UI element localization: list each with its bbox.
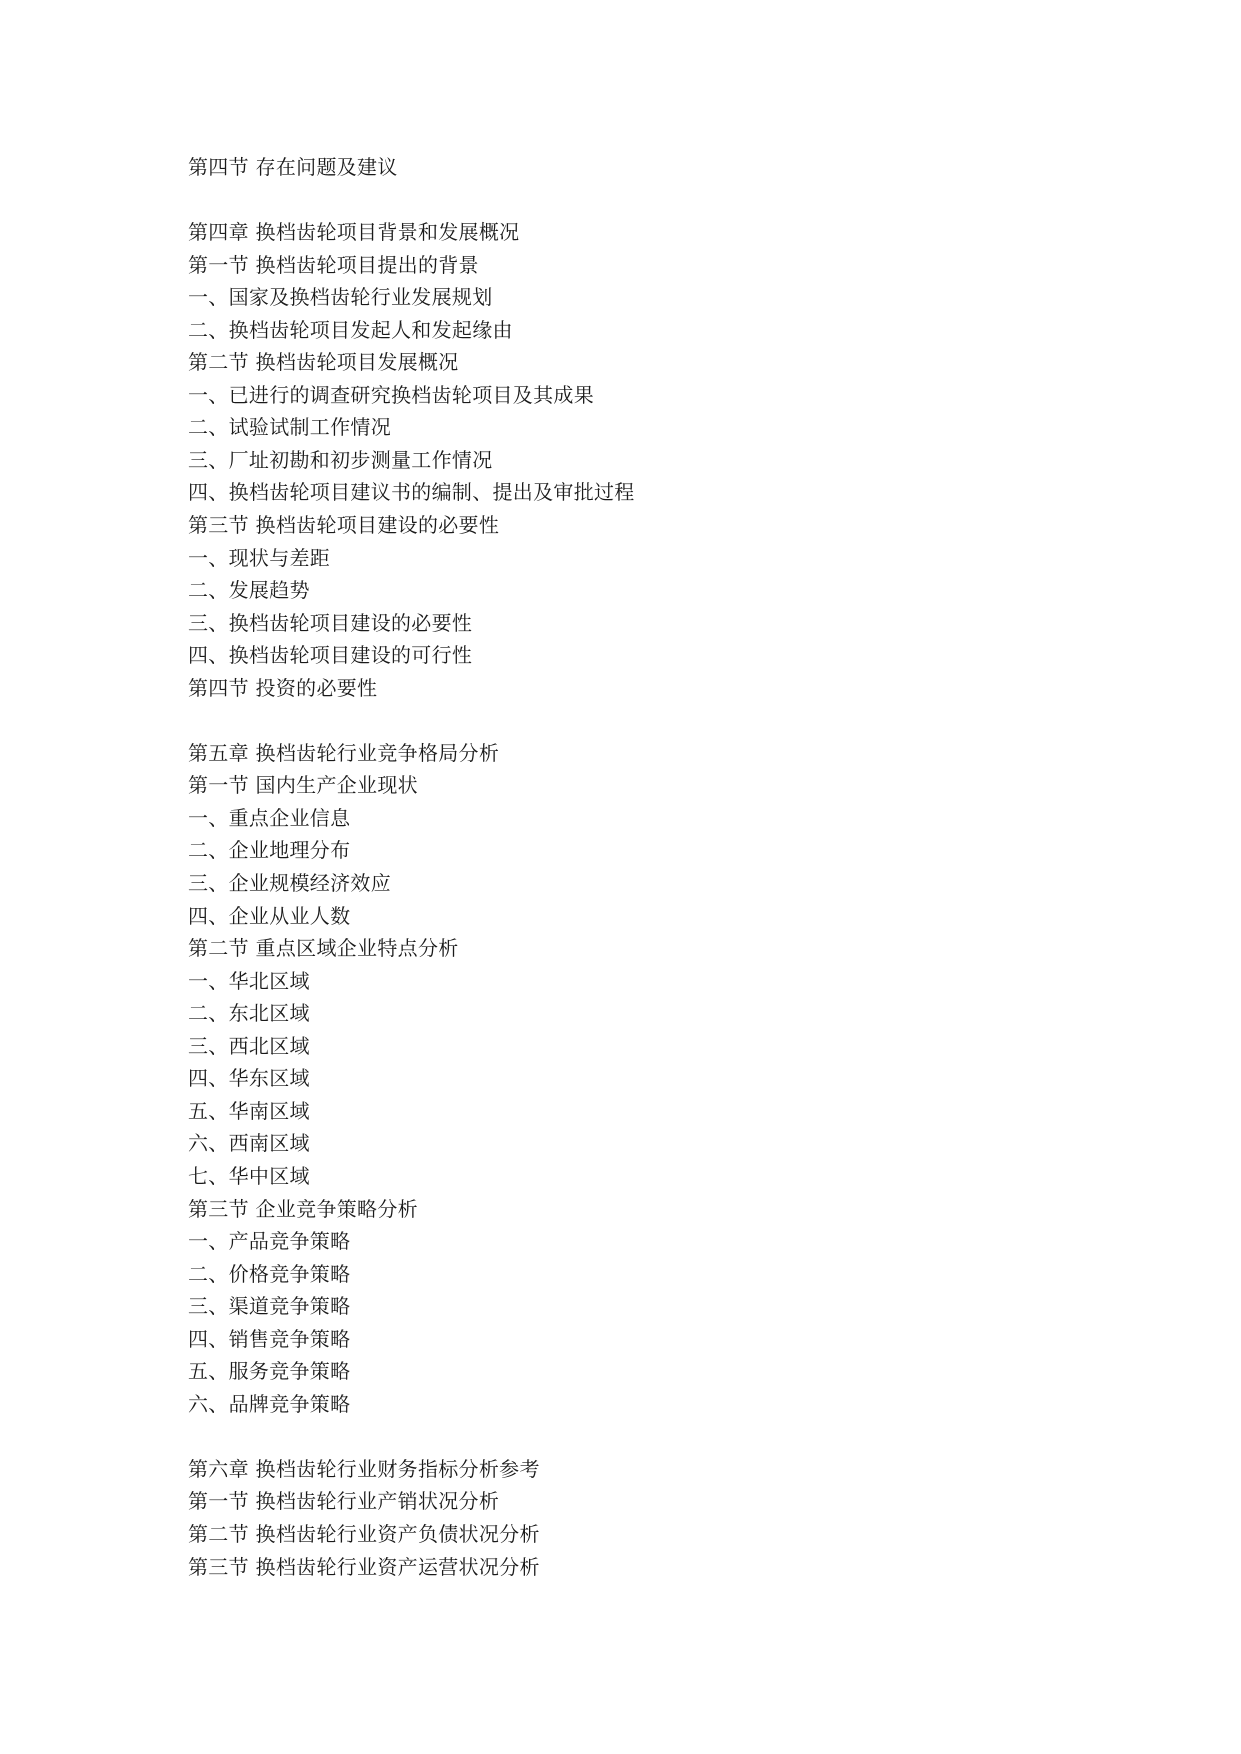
toc-line: 三、西北区域 — [188, 1033, 310, 1058]
section-heading: 第二节 重点区域企业特点分析 — [188, 936, 459, 961]
section-heading: 第四节 投资的必要性 — [188, 675, 378, 700]
toc-line: 七、华中区域 — [188, 1163, 310, 1188]
section-heading: 第三节 换档齿轮行业资产运营状况分析 — [188, 1554, 540, 1579]
toc-line: 四、换档齿轮项目建设的可行性 — [188, 643, 473, 668]
toc-line: 二、换档齿轮项目发起人和发起缘由 — [188, 317, 513, 342]
toc-line: 二、发展趋势 — [188, 578, 310, 603]
table-of-contents — [188, 151, 1148, 1583]
chapter-heading: 第五章 换档齿轮行业竞争格局分析 — [188, 740, 500, 765]
toc-line: 一、重点企业信息 — [188, 805, 351, 830]
toc-spacer — [188, 704, 1148, 737]
section-heading: 第一节 国内生产企业现状 — [188, 773, 418, 798]
section-heading: 第一节 换档齿轮项目提出的背景 — [188, 252, 479, 277]
toc-line: 三、渠道竞争策略 — [188, 1294, 351, 1319]
toc-line: 第四节 存在问题及建议 — [188, 155, 398, 179]
toc-line: 一、华北区域 — [188, 968, 310, 993]
toc-line: 二、价格竞争策略 — [188, 1261, 351, 1286]
toc-line: 四、销售竞争策略 — [188, 1326, 351, 1351]
toc-line: 三、厂址初勘和初步测量工作情况 — [188, 447, 493, 472]
chapter-heading: 第六章 换档齿轮行业财务指标分析参考 — [188, 1456, 540, 1481]
toc-line: 六、西南区域 — [188, 1131, 310, 1156]
toc-line: 五、华南区域 — [188, 1098, 310, 1123]
toc-line: 四、换档齿轮项目建议书的编制、提出及审批过程 — [188, 480, 635, 505]
toc-line: 二、企业地理分布 — [188, 838, 351, 863]
section-heading: 第三节 换档齿轮项目建设的必要性 — [188, 513, 500, 538]
toc-line: 一、产品竞争策略 — [188, 1229, 351, 1254]
toc-line: 四、企业从业人数 — [188, 903, 351, 928]
section-heading: 第二节 换档齿轮项目发展概况 — [188, 350, 459, 375]
toc-line: 一、国家及换档齿轮行业发展规划 — [188, 285, 493, 310]
chapter-heading: 第四章 换档齿轮项目背景和发展概况 — [188, 220, 520, 245]
section-heading: 第三节 企业竞争策略分析 — [188, 1196, 418, 1221]
section-heading: 第一节 换档齿轮行业产销状况分析 — [188, 1489, 500, 1514]
toc-line: 一、现状与差距 — [188, 545, 331, 570]
toc-line: 二、东北区域 — [188, 1001, 310, 1026]
toc-line: 四、华东区域 — [188, 1066, 310, 1091]
toc-line: 一、已进行的调查研究换档齿轮项目及其成果 — [188, 382, 594, 407]
toc-line: 二、试验试制工作情况 — [188, 415, 391, 440]
section-heading: 第二节 换档齿轮行业资产负债状况分析 — [188, 1521, 540, 1546]
toc-spacer — [188, 184, 1148, 217]
toc-line: 三、企业规模经济效应 — [188, 871, 391, 896]
toc-line: 六、品牌竞争策略 — [188, 1391, 351, 1416]
toc-spacer — [188, 1420, 1148, 1453]
toc-line: 三、换档齿轮项目建设的必要性 — [188, 610, 473, 635]
toc-line: 五、服务竞争策略 — [188, 1359, 351, 1384]
